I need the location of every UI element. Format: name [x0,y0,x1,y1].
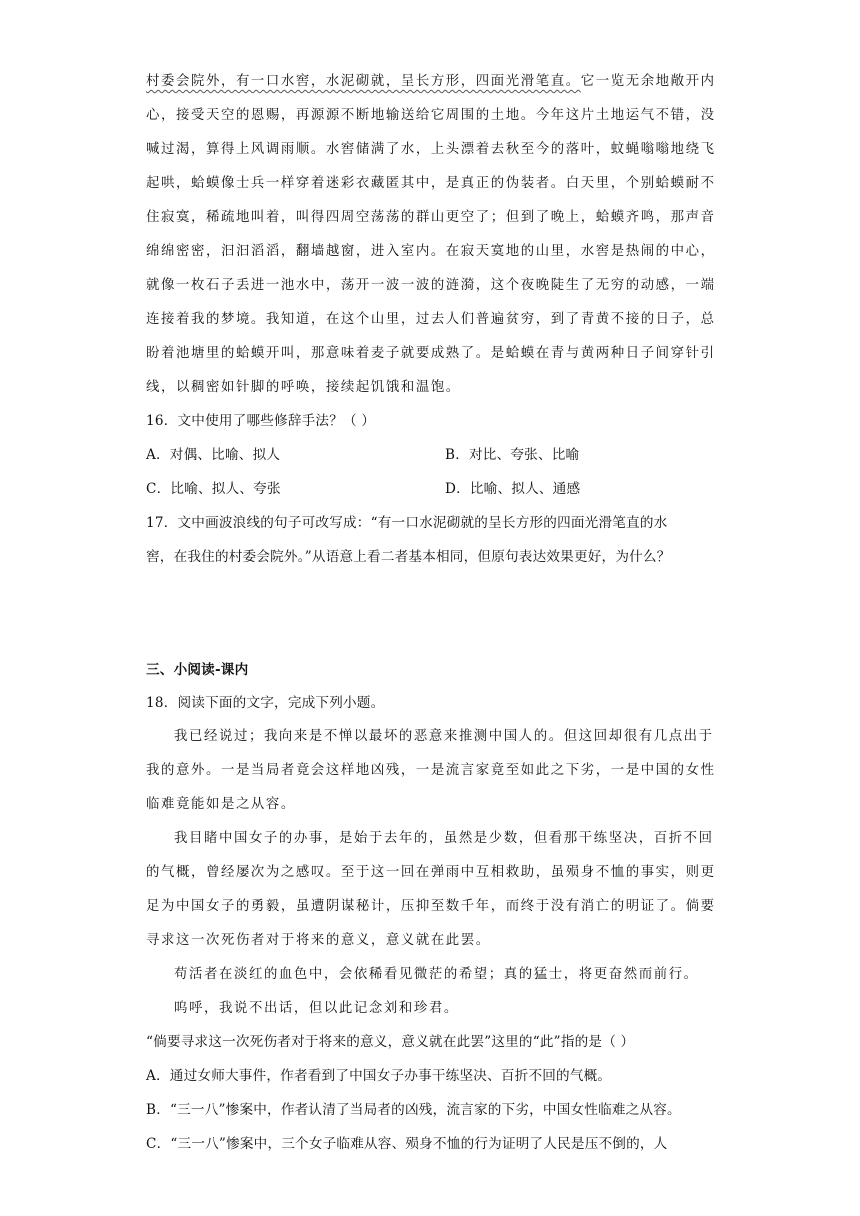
question-17-stem-line1: 17．文中画波浪线的句子可改写成：“有一口水泥砌就的呈长方形的四面光滑笔直的水 [146,515,668,531]
question-16-option-d[interactable]: D．比喻、拟人、通感 [445,481,581,497]
passage-line: 住寂寞，稀疏地叫着，叫得四周空荡荡的群山更空了；但到了晚上，蛤蟆齐鸣，那声音 [146,210,716,225]
passage-line: 就像一枚石子丢进一池水中，荡开一波一波的涟漪，这个夜晚陡生了无穷的动感，一端 [146,278,716,293]
question-18-option-b[interactable]: B．“三一八”惨案中，作者认清了当局者的凶残，流言家的下劣，中国女性临难之从容。 [146,1102,681,1118]
question-16-option-b[interactable]: B．对比、夸张、比喻 [445,447,580,463]
passage-line: 盼着池塘里的蛤蟆开叫，那意味着麦子就要成熟了。是蛤蟆在青与黄两种日子间穿针引 [146,346,716,361]
reading-paragraph-line: 足为中国女子的勇毅，虽遭阴谋秘计，压抑至数千年，而终于没有消亡的明证了。倘要 [146,899,716,914]
passage-text: 它一览无余地敞开内 [580,74,716,89]
reading-paragraph-line: 的气概，曾经屡次为之感叹。至于这一回在弹雨中互相救助，虽殒身不恤的事实，则更 [146,865,716,880]
passage-line [146,72,726,92]
reading-paragraph-line: 苟活者在淡红的血色中，会依稀看见微茫的希望；真的猛士，将更奋然而前行。 [174,967,699,982]
question-18-sub-stem: “倘要寻求这一次死伤者对于将来的意义，意义就在此罢”这里的“此”指的是（ ） [146,1034,635,1050]
passage-line: 心，接受天空的恩赐，再源源不断地输送给它周围的土地。今年这片土地运气不错，没 [146,108,716,123]
question-16-option-a[interactable]: A．对偶、比喻、拟人 [146,447,281,463]
reading-paragraph-line: 我已经说过；我向来是不惮以最坏的恶意来推测中国人的。但这回却很有几点出于 [174,729,714,744]
question-18-stem: 18．阅读下面的文字，完成下列小题。 [146,695,385,711]
question-16-stem: 16．文中使用了哪些修辞手法？（ ） [146,413,376,429]
reading-paragraph-line: 我的意外。一是当局者竟会这样地凶残，一是流言家竟至如此之下劣，一是中国的女性 [146,763,716,778]
reading-paragraph-line: 临难竟能如是之从容。 [146,797,296,812]
passage-line: 绵绵密密，汩汩滔滔，翻墙越窗，进入室内。在寂天寞地的山里，水窖是热闹的中心， [146,244,716,259]
reading-paragraph-line: 我目睹中国女子的办事，是始于去年的，虽然是少数，但看那干练坚决，百折不回 [174,831,714,846]
question-16-option-c[interactable]: C．比喻、拟人、夸张 [146,481,281,497]
wavy-underlined-sentence: 村委会院外，有一口水窖，水泥砌就，呈长方形，四面光滑笔直。 [146,74,581,89]
reading-paragraph-line: 呜呼，我说不出话，但以此记念刘和珍君。 [174,1001,459,1016]
passage-line: 起哄，蛤蟆像士兵一样穿着迷彩衣藏匿其中，是真正的伪装者。白天里，个别蛤蟆耐不 [146,176,716,191]
question-17-stem-line2: 窖，在我住的村委会院外。”从语意上看二者基本相同，但原句表达效果更好，为什么？ [146,549,671,565]
question-18-option-c[interactable]: C．“三一八”惨案中，三个女子临难从容、殒身不恤的行为证明了人民是压不倒的，人 [146,1136,668,1152]
reading-paragraph-line: 寻求这一次死伤者对于将来的意义，意义就在此罢。 [146,933,491,948]
question-18-option-a[interactable]: A．通过女师大事件，作者看到了中国女子办事干练坚决、百折不回的气概。 [146,1068,612,1084]
passage-line: 喊过渴，算得上风调雨顺。水窖储满了水，上头漂着去秋至今的落叶，蚊蝇嗡嗡地绕飞 [146,142,716,157]
passage-line: 连接着我的梦境。我知道，在这个山里，过去人们普遍贫穷，到了青黄不接的日子，总 [146,312,716,327]
passage-line: 线，以稠密如针脚的呼唤，接续起饥饿和温饱。 [146,380,461,395]
section-heading: 三、小阅读-课内 [146,662,249,678]
